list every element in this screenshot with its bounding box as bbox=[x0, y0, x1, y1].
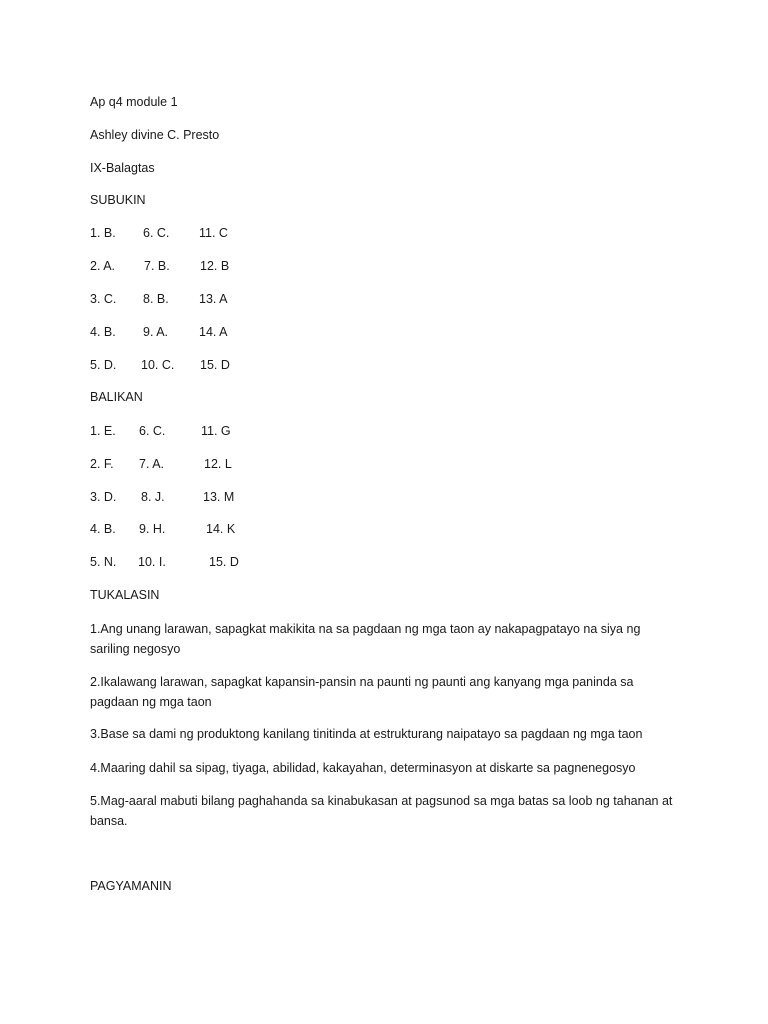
answer-cell: 14. A bbox=[199, 325, 228, 339]
answer-cell: 5. D. bbox=[90, 358, 117, 372]
answer-cell: 15. D bbox=[209, 555, 239, 569]
answer-cell: 12. L bbox=[204, 457, 232, 471]
answer-cell: 13. A bbox=[199, 292, 228, 306]
answer-cell: 6. C. bbox=[139, 424, 166, 438]
tukalasin-heading: TUKALASIN bbox=[90, 588, 160, 602]
balikan-heading: BALIKAN bbox=[90, 390, 143, 404]
tukalasin-item: 3.Base sa dami ng produktong kanilang tinitinda at estrukturang naipatayo sa pagdaan ng mga taon bbox=[90, 727, 643, 741]
answer-cell: 3. C. bbox=[90, 292, 117, 306]
answer-cell: 15. D bbox=[200, 358, 230, 372]
answer-cell: 7. A. bbox=[139, 457, 165, 471]
answer-cell: 1. B. bbox=[90, 226, 116, 240]
answer-cell: 7. B. bbox=[144, 259, 170, 273]
answer-cell: 13. M bbox=[203, 490, 235, 504]
tukalasin-item: 2.Ikalawang larawan, sapagkat kapansin-pansin na paunti ng paunti ang kanyang mga paninda sa pagdaan ng mga taon bbox=[90, 675, 634, 709]
answer-cell: 6. C. bbox=[143, 226, 170, 240]
answer-cell: 14. K bbox=[206, 522, 236, 536]
answer-cell: 2. F. bbox=[90, 457, 114, 471]
answer-cell: 1. E. bbox=[90, 424, 116, 438]
answer-cell: 11. G bbox=[201, 424, 231, 438]
tukalasin-item: 1.Ang unang larawan, sapagkat makikita na sa pagdaan ng mga taon ay nakapagpatayo na siya ng sariling negosyo bbox=[90, 622, 641, 656]
answer-cell: 8. B. bbox=[143, 292, 169, 306]
answer-cell: 11. C bbox=[199, 226, 228, 240]
answer-cell: 10. C. bbox=[141, 358, 175, 372]
tukalasin-item: 4.Maaring dahil sa sipag, tiyaga, abilidad, kakayahan, determinasyon at diskarte sa pagnenegosyo bbox=[90, 761, 636, 775]
answer-cell: 5. N. bbox=[90, 555, 117, 569]
answer-cell: 4. B. bbox=[90, 325, 116, 339]
answer-cell: 2. A. bbox=[90, 259, 116, 273]
answer-cell: 3. D. bbox=[90, 490, 117, 504]
answer-cell: 4. B. bbox=[90, 522, 116, 536]
answer-cell: 9. H. bbox=[139, 522, 166, 536]
answer-cell: 10. I. bbox=[138, 555, 166, 569]
answer-cell: 12. B bbox=[200, 259, 230, 273]
pagyamanin-heading: PAGYAMANIN bbox=[90, 879, 172, 893]
answer-cell: 9. A. bbox=[143, 325, 169, 339]
subukin-heading: SUBUKIN bbox=[90, 193, 146, 207]
student-name: Ashley divine C. Presto bbox=[90, 128, 220, 142]
document-title: Ap q4 module 1 bbox=[90, 95, 178, 109]
student-section: IX-Balagtas bbox=[90, 161, 155, 175]
tukalasin-item: 5.Mag-aaral mabuti bilang paghahanda sa kinabukasan at pagsunod sa mga batas sa loob ng tahanan at bansa. bbox=[90, 794, 673, 828]
answer-cell: 8. J. bbox=[141, 490, 165, 504]
